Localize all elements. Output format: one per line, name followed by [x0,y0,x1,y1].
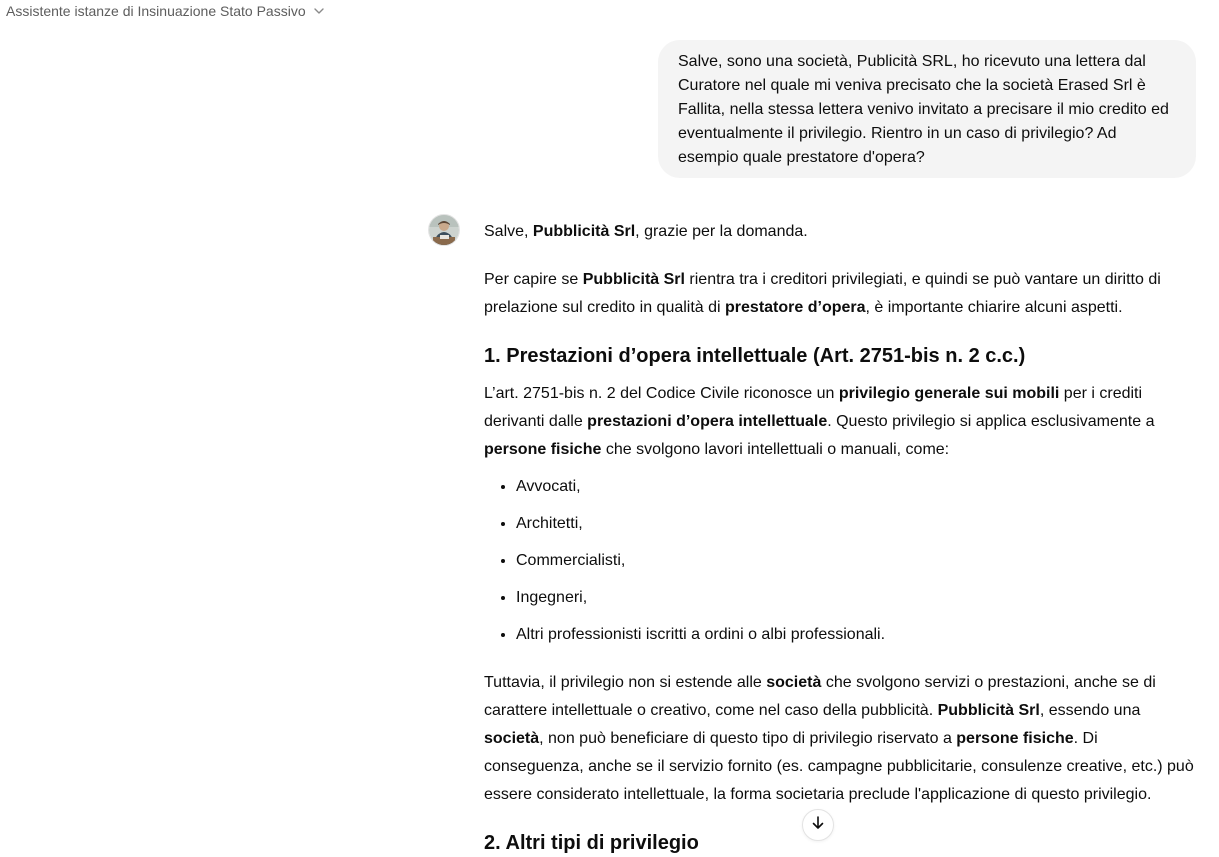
professions-list [484,472,1200,649]
user-message-text: Salve, sono una società, Publicità SRL, ho ricevuto una lettera dal Curatore nel quale mi veniva precisato che la società Erased Srl è Fallita, nella stessa lettera venivo invitato a precisare il mio credito ed eventualmente il privilegio. Rientro in un caso di privilegio? Ad esempio quale prestatore d'opera? [678,53,1169,166]
assistant-intro-paragraph: Per capire se Pubblicità Srl rientra tra i creditori privilegiati, e quindi se può vantare un diritto di prelazione sul credito in qualità di prestatore d’opera, è importante chiarire alcuni aspetti. [484,271,1161,316]
section-1-heading: 1. Prestazioni d’opera intellettuale (Art. 2751-bis n. 2 c.c.) [484,345,1026,367]
list-item: • Altri professionisti iscritti a ordini o albi professionali. [516,620,1200,649]
list-item: • Architetti, [516,509,1200,538]
section-1-conclusion-paragraph: Tuttavia, il privilegio non si estende alle società che svolgono servizi o prestazioni, anche se di carattere intellettuale o creativo, come nel caso della pubblicità. Pubblicità Srl, essendo una società, non può beneficiare di questo tipo di privilegio riservato a persone fisiche. Di conseguenza, anche se il servizio fornito (es. campagne pubblicitarie, consulenze creative, etc.) può essere considerato intellettuale, la forma societaria preclude l'applicazione di questo privilegio. [484,674,1194,803]
section-1-paragraph: L’art. 2751-bis n. 2 del Codice Civile riconosce un privilegio generale sui mobili per i crediti derivanti dalle prestazioni d’opera intellettuale. Questo privilegio si applica esclusivamente a persone fisiche che svolgono lavori intellettuali o manuali, come: [484,385,1155,458]
user-message-bubble [658,40,1196,178]
assistant-greeting: Salve, Pubblicità Srl, grazie per la domanda. [484,223,808,240]
list-item: • Ingegneri, [516,583,1200,612]
assistant-avatar-icon [428,214,460,246]
section-2-heading: 2. Altri tipi di privilegio [484,832,699,854]
chat-title-dropdown[interactable] [6,3,326,19]
list-item: • Commercialisti, [516,546,1200,575]
scroll-to-bottom-button[interactable] [802,809,834,841]
chat-title: Assistente istanze di Insinuazione Stato Passivo [6,3,306,19]
arrow-down-icon [810,815,826,836]
list-item: • Avvocati, [516,472,1200,501]
chevron-down-icon [312,4,326,18]
assistant-message [484,218,1200,857]
